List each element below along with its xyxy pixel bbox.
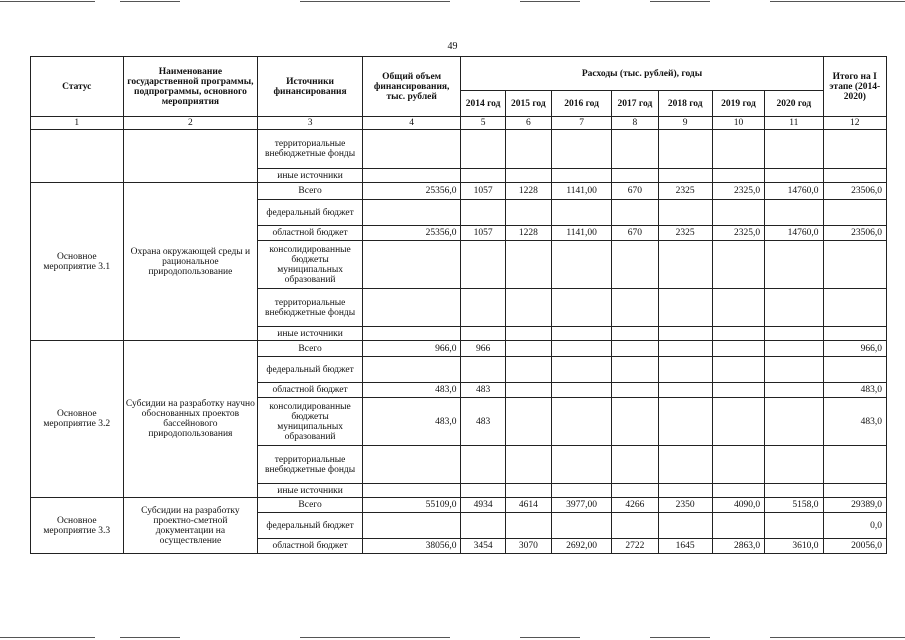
name-cell-continued [123, 130, 258, 183]
value-cell: 1228 [505, 226, 551, 241]
column-number: 2 [123, 117, 258, 130]
source-territorial: территориальные внебюджетные фонды [258, 130, 363, 169]
column-number: 3 [258, 117, 363, 130]
value-cell: 14760,0 [765, 226, 823, 241]
value-cell: 483,0 [362, 383, 461, 398]
scan-edge-line [650, 637, 710, 638]
header-name: Наименование государственной программы, подпрограммы, основного мероприятия [123, 57, 258, 117]
value-cell: 23506,0 [823, 183, 886, 200]
scan-edge-line [0, 637, 95, 638]
scan-edge-line [120, 637, 180, 638]
value-cell: 23506,0 [823, 226, 886, 241]
table-row [31, 183, 887, 200]
header-year: 2018 год [658, 91, 712, 117]
value-cell: 670 [612, 226, 658, 241]
value-cell: 2325 [658, 183, 712, 200]
value-cell: 483 [461, 398, 505, 446]
column-number: 10 [712, 117, 764, 130]
source-oblast: областной бюджет [258, 539, 363, 554]
header-year: 2016 год [551, 91, 611, 117]
value-cell: 4614 [505, 498, 551, 513]
source-vsego: Всего [258, 183, 363, 200]
header-expenses: Расходы (тыс. рублей), годы [461, 57, 823, 91]
value-cell: 29389,0 [823, 498, 886, 513]
table-row [31, 341, 887, 357]
value-cell: 1645 [658, 539, 712, 554]
column-number-row [31, 117, 887, 130]
value-cell: 2692,00 [551, 539, 611, 554]
value-cell: 1228 [505, 183, 551, 200]
value-cell: 2722 [612, 539, 658, 554]
source-federal: федеральный бюджет [258, 513, 363, 539]
column-number: 8 [612, 117, 658, 130]
value-cell: 483,0 [823, 383, 886, 398]
value-cell: 966,0 [362, 341, 461, 357]
source-municipal: консолидированные бюджеты муниципальных образований [258, 398, 363, 446]
value-cell: 3610,0 [765, 539, 823, 554]
value-cell: 38056,0 [362, 539, 461, 554]
value-cell: 4934 [461, 498, 505, 513]
value-cell: 2863,0 [712, 539, 764, 554]
table-row [31, 498, 887, 513]
value-cell: 25356,0 [362, 183, 461, 200]
source-other: иные источники [258, 484, 363, 498]
source-federal: федеральный бюджет [258, 357, 363, 383]
scan-edge-line [520, 637, 580, 638]
scan-edge-line [300, 1, 450, 2]
budget-table [30, 56, 887, 554]
value-cell: 4266 [612, 498, 658, 513]
source-other: иные источники [258, 327, 363, 341]
table-row [31, 130, 887, 169]
header-year: 2017 год [612, 91, 658, 117]
scan-edge-line [650, 1, 710, 2]
source-territorial: территориальные внебюджетные фонды [258, 446, 363, 484]
value-cell: 1057 [461, 226, 505, 241]
value-cell: 1141,00 [551, 226, 611, 241]
source-municipal: консолидированные бюджеты муниципальных образований [258, 241, 363, 289]
value-cell: 25356,0 [362, 226, 461, 241]
column-number: 5 [461, 117, 505, 130]
value-cell: 2325,0 [712, 183, 764, 200]
value-cell: 3454 [461, 539, 505, 554]
scan-edge-line [300, 637, 450, 638]
status-cell: Основное мероприятие 3.1 [31, 183, 124, 341]
scan-edge-line [120, 1, 180, 2]
scan-edge-line [0, 1, 95, 2]
source-vsego: Всего [258, 341, 363, 357]
scan-edge-line [770, 637, 905, 638]
value-cell: 4090,0 [712, 498, 764, 513]
value-cell: 1057 [461, 183, 505, 200]
header-row [31, 57, 887, 91]
name-cell: Субсидии на разработку научно обоснованных проектов бассейнового природопользования [123, 341, 258, 498]
header-stage-total: Итого на I этапе (2014-2020) [823, 57, 886, 117]
header-year: 2015 год [505, 91, 551, 117]
scan-edge-line [520, 1, 580, 2]
column-number: 4 [362, 117, 461, 130]
value-cell: 483 [461, 383, 505, 398]
name-cell: Субсидии на разработку проектно-сметной документации на осуществление [123, 498, 258, 554]
header-status: Статус [31, 57, 124, 117]
source-federal: федеральный бюджет [258, 200, 363, 226]
page-number: 49 [447, 41, 458, 52]
source-oblast: областной бюджет [258, 226, 363, 241]
value-cell: 1141,00 [551, 183, 611, 200]
source-vsego: Всего [258, 498, 363, 513]
value-cell: 483,0 [362, 398, 461, 446]
column-number: 12 [823, 117, 886, 130]
header-year: 2020 год [765, 91, 823, 117]
value-cell: 14760,0 [765, 183, 823, 200]
value-cell: 2325,0 [712, 226, 764, 241]
value-cell: 2350 [658, 498, 712, 513]
value-cell: 55109,0 [362, 498, 461, 513]
source-oblast: областной бюджет [258, 383, 363, 398]
value-cell: 966,0 [823, 341, 886, 357]
name-cell: Охрана окружающей среды и рациональное природопользование [123, 183, 258, 341]
column-number: 7 [551, 117, 611, 130]
header-year: 2014 год [461, 91, 505, 117]
source-territorial: территориальные внебюджетные фонды [258, 289, 363, 327]
header-year: 2019 год [712, 91, 764, 117]
value-cell: 670 [612, 183, 658, 200]
scan-edge-line [770, 1, 905, 2]
source-other: иные источники [258, 169, 363, 183]
header-sources: Источники финансирования [258, 57, 363, 117]
value-cell: 966 [461, 341, 505, 357]
column-number: 1 [31, 117, 124, 130]
header-total: Общий объем финансирования, тыс. рублей [362, 57, 461, 117]
value-cell: 0,0 [823, 513, 886, 539]
value-cell: 483,0 [823, 398, 886, 446]
value-cell: 20056,0 [823, 539, 886, 554]
column-number: 9 [658, 117, 712, 130]
status-cell: Основное мероприятие 3.2 [31, 341, 124, 498]
column-number: 11 [765, 117, 823, 130]
status-cell: Основное мероприятие 3.3 [31, 498, 124, 554]
value-cell: 3070 [505, 539, 551, 554]
status-cell-continued [31, 130, 124, 183]
value-cell: 2325 [658, 226, 712, 241]
value-cell: 3977,00 [551, 498, 611, 513]
value-cell: 5158,0 [765, 498, 823, 513]
column-number: 6 [505, 117, 551, 130]
